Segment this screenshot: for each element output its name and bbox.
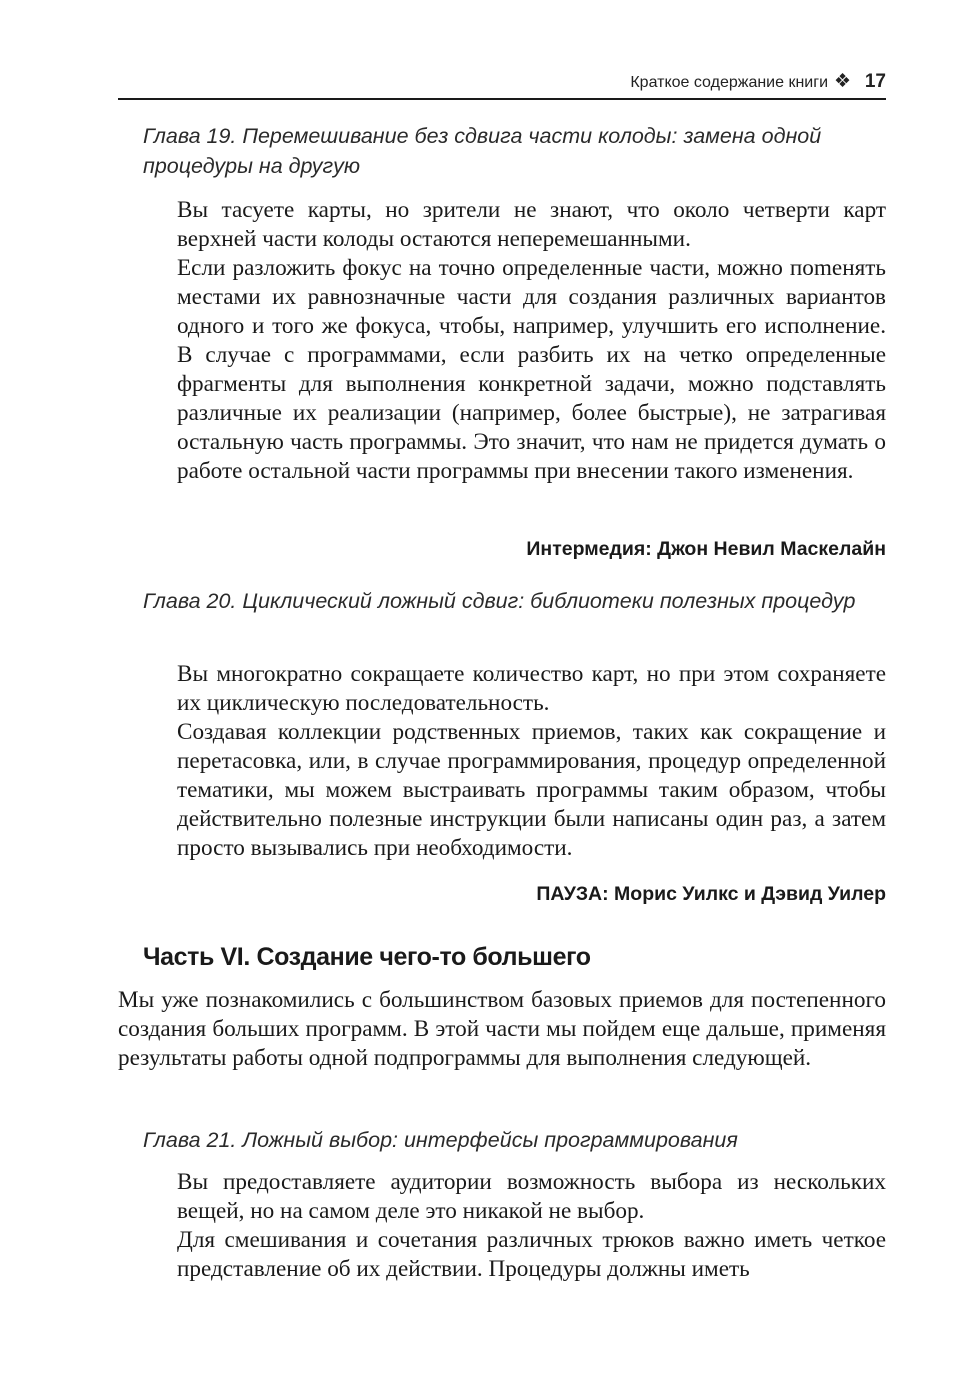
chapter-19-paragraph-2: Если разложить фокус на точно определенные части, можно поmенять местами их равнозначные части для создания различных вариантов одного и того же фокуса, чтобы, например, улучшить его исполнение. В случае с программами, если разбить их на четко определенные фрагменты для выполнения конкретной задачи, можно подставлять различные их реализации (например, более быстрые), не затрагивая остальную часть программы. Это значит, что нам не придется думать о работе остальной части программы при внесении такого изменения. [177,255,886,484]
chapter-19-title: Глава 19. Перемешивание без сдвига части колоды: замена одной процедуры на другую [143,124,822,178]
part-6-heading: Часть VI. Создание чего-то большего [143,943,591,971]
part-6-intro: Мы уже познакомились с большинством базовых приемов для постепенного создания больших программ. В этой части мы пойдем еще дальше, применяя результаты работы одной подпрограммы для выполнения следующей. [118,987,886,1071]
interlude-heading-1: Интермедия: Джон Невил Маскелайн [526,538,886,560]
ornament-icon: ❖ [833,71,851,92]
running-title: Краткое содержание книги [630,74,828,91]
chapter-20-paragraph-1: Вы многократно сокращаете количество карт, но при этом сохраняете их циклическую последовательность. [177,661,886,716]
chapter-21-title: Глава 21. Ложный выбор: интерфейсы программирования [143,1128,738,1152]
chapter-20-title: Глава 20. Циклический ложный сдвиг: библиотеки полезных процедур [143,589,856,613]
chapter-20-paragraph-2: Создавая коллекции родственных приемов, таких как сокращение и перетасовка, или, в случае программирования, процедур определенной тематики, мы можем выстраивать программы таким образом, чтобы действительно полезные инструкции были написаны один раз, а затем просто вызывались при необходимости. [177,719,886,861]
chapter-21-paragraph-1: Вы предоставляете аудитории возможность выбора из нескольких вещей, но на самом деле это никакой не выбор. [177,1169,886,1224]
page-header [118,68,886,100]
chapter-19-paragraph-1: Вы тасуете карты, но зрители не знают, что около четверти карт верхней части колоды остаются неперемешанными. [177,197,886,252]
page-number: 17 [864,71,886,92]
chapter-21-paragraph-2: Для смешивания и сочетания различных трюков важно иметь четкое представление об их действии. Процедуры должны иметь [177,1227,886,1282]
interlude-heading-2: ПАУЗА: Морис Уилкс и Дэвид Уилер [536,883,886,905]
